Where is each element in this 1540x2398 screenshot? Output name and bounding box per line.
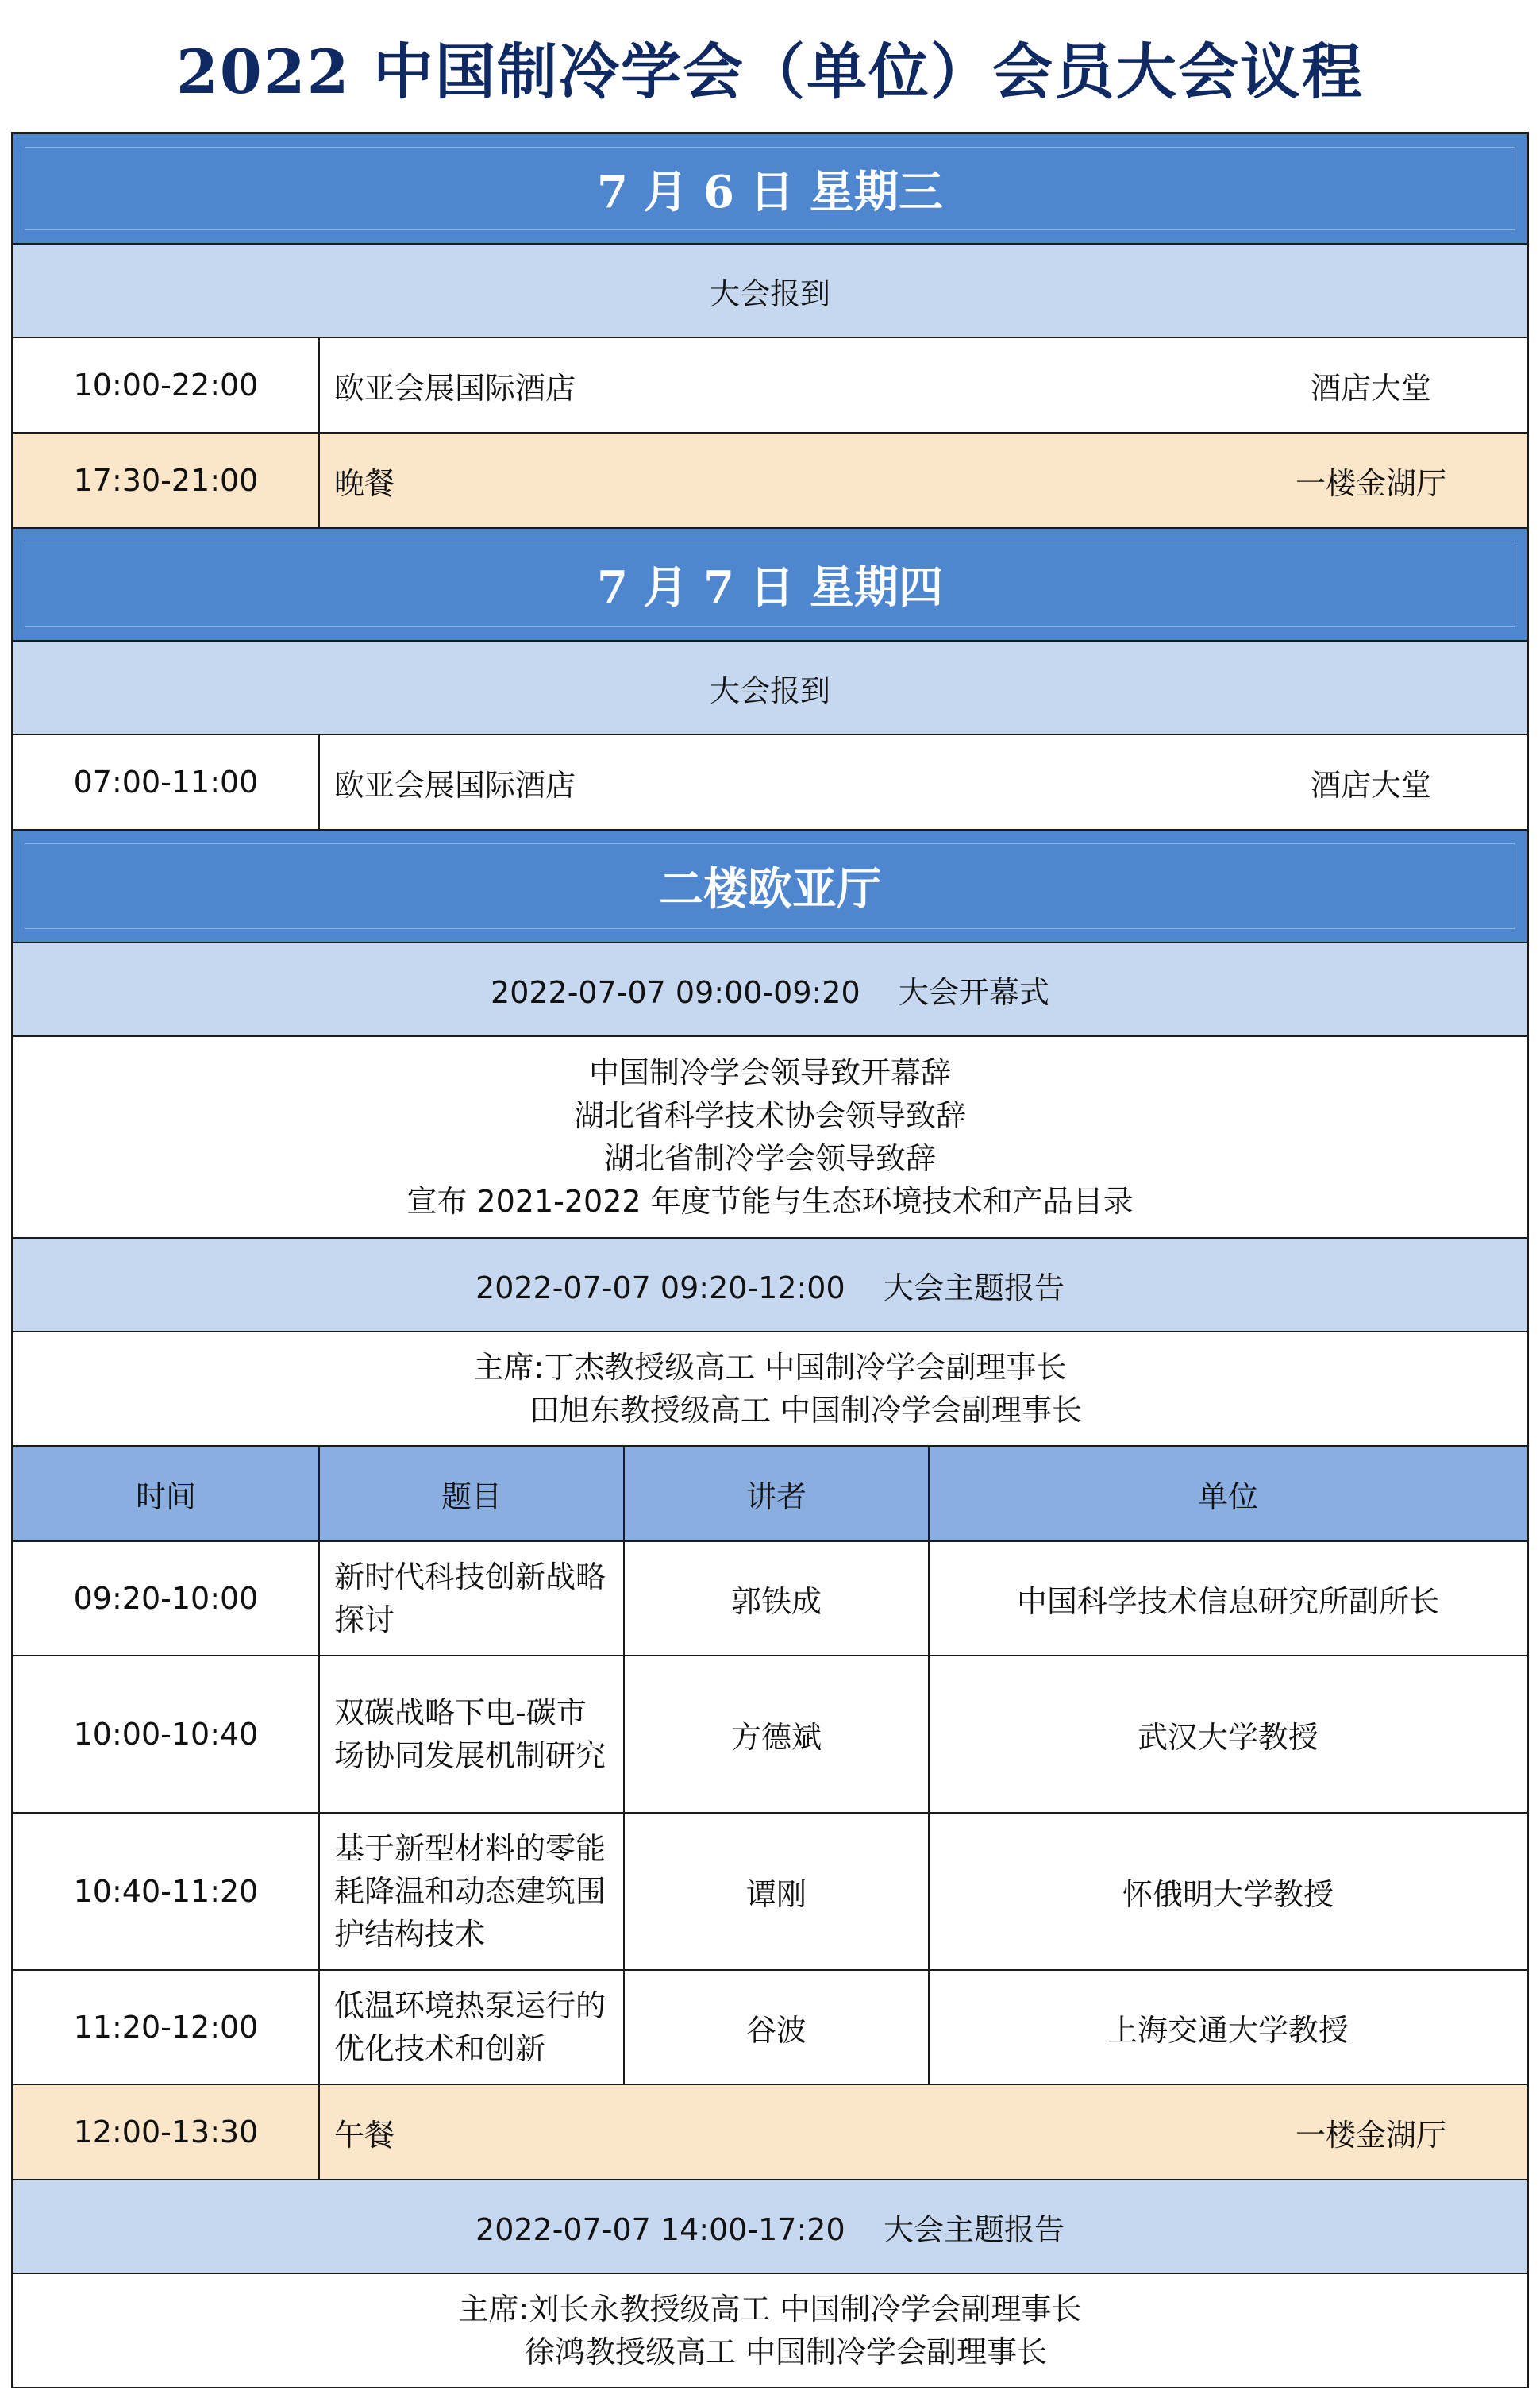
registration-header-jul-6 bbox=[13, 245, 1527, 338]
chair-line: 田旭东教授级高工 中国制冷学会副理事长 bbox=[529, 1393, 1083, 1428]
talk-row bbox=[13, 1971, 1527, 2085]
talk-speaker: 方德斌 bbox=[625, 1656, 930, 1812]
opening-line: 宣布 2021-2022 年度节能与生态环境技术和产品目录 bbox=[406, 1184, 1134, 1219]
day-header-label: 7 月 7 日 星期四 bbox=[25, 542, 1515, 627]
opening-line: 湖北省科学技术协会领导致辞 bbox=[573, 1098, 966, 1133]
item-cell: 欧亚会展国际酒店 bbox=[334, 767, 576, 803]
talk-unit: 中国科学技术信息研究所副所长 bbox=[1016, 1583, 1439, 1619]
chairs-lines bbox=[13, 2274, 1527, 2387]
place-cell: 一楼金湖厅 bbox=[1295, 465, 1446, 501]
time-cell: 10:00-22:00 bbox=[13, 338, 320, 432]
talk-time: 11:20-12:00 bbox=[13, 1971, 320, 2084]
column-header-time: 时间 bbox=[13, 1447, 320, 1540]
registration-label: 大会报到 bbox=[709, 673, 830, 708]
talk-unit: 武汉大学教授 bbox=[1137, 1719, 1319, 1755]
registration-label: 大会报到 bbox=[709, 276, 830, 311]
session-label: 2022-07-07 09:00-09:20 大会开幕式 bbox=[491, 974, 1049, 1010]
opening-line: 中国制冷学会领导致开幕辞 bbox=[588, 1055, 951, 1090]
talk-speaker: 谷波 bbox=[625, 1971, 930, 2084]
talk-topic: 基于新型材料的零能耗降温和动态建筑围护结构技术 bbox=[320, 1814, 625, 1969]
chairs-afternoon bbox=[13, 2274, 1527, 2388]
session-label: 2022-07-07 09:20-12:00 大会主题报告 bbox=[475, 1270, 1065, 1305]
session-header-afternoon bbox=[13, 2180, 1527, 2274]
time-cell: 07:00-11:00 bbox=[13, 735, 320, 829]
hall-header bbox=[13, 831, 1527, 943]
meal-row bbox=[13, 434, 1527, 529]
day-header-jul-7 bbox=[13, 529, 1527, 642]
item-cell: 晚餐 bbox=[334, 465, 395, 501]
session-header-morning bbox=[13, 1239, 1527, 1332]
talks-table-header bbox=[13, 1447, 1527, 1542]
talk-time: 09:20-10:00 bbox=[13, 1542, 320, 1655]
column-header-speaker: 讲者 bbox=[625, 1447, 930, 1540]
talk-topic: 低温环境热泵运行的优化技术和创新 bbox=[320, 1971, 625, 2084]
place-cell: 酒店大堂 bbox=[1310, 767, 1431, 803]
time-cell: 12:00-13:30 bbox=[13, 2085, 320, 2179]
item-cell: 欧亚会展国际酒店 bbox=[334, 370, 576, 406]
talk-row bbox=[13, 1656, 1527, 1814]
talk-time: 10:40-11:20 bbox=[13, 1814, 320, 1969]
chairs-lines bbox=[13, 1332, 1527, 1445]
talk-topic: 双碳战略下电-碳市场协同发展机制研究 bbox=[320, 1656, 625, 1812]
session-header-opening bbox=[13, 943, 1527, 1037]
place-cell: 酒店大堂 bbox=[1310, 370, 1431, 406]
talk-row bbox=[13, 1814, 1527, 1971]
opening-lines bbox=[13, 1037, 1527, 1237]
talk-topic: 新时代科技创新战略探讨 bbox=[320, 1542, 625, 1655]
registration-header-jul-7 bbox=[13, 642, 1527, 735]
agenda-table bbox=[11, 132, 1529, 2388]
session-label: 2022-07-07 14:00-17:20 大会主题报告 bbox=[475, 2211, 1065, 2247]
time-cell: 17:30-21:00 bbox=[13, 434, 320, 527]
talk-time: 10:00-10:40 bbox=[13, 1656, 320, 1812]
column-header-unit: 单位 bbox=[1197, 1479, 1258, 1514]
hall-header-label: 二楼欧亚厅 bbox=[25, 843, 1515, 929]
opening-content bbox=[13, 1037, 1527, 1239]
talk-unit: 怀俄明大学教授 bbox=[1122, 1876, 1334, 1912]
day-header-jul-6 bbox=[13, 132, 1527, 245]
day-header-label: 7 月 6 日 星期三 bbox=[25, 147, 1515, 230]
lunch-row bbox=[13, 2085, 1527, 2180]
chairs-morning bbox=[13, 1332, 1527, 1447]
talk-speaker: 郭铁成 bbox=[625, 1542, 930, 1655]
page-title: 2022 中国制冷学会（单位）会员大会议程 bbox=[176, 37, 1364, 107]
item-cell: 午餐 bbox=[334, 2117, 395, 2153]
schedule-row bbox=[13, 338, 1527, 434]
column-header-topic: 题目 bbox=[320, 1447, 625, 1540]
chair-line: 主席:刘长永教授级高工 中国制冷学会副理事长 bbox=[458, 2292, 1082, 2327]
opening-line: 湖北省制冷学会领导致辞 bbox=[603, 1141, 936, 1176]
schedule-row bbox=[13, 735, 1527, 831]
place-cell: 一楼金湖厅 bbox=[1295, 2117, 1446, 2153]
chair-line: 徐鸿教授级高工 中国制冷学会副理事长 bbox=[524, 2334, 1048, 2369]
talk-speaker: 谭刚 bbox=[625, 1814, 930, 1969]
chair-line: 主席:丁杰教授级高工 中国制冷学会副理事长 bbox=[473, 1350, 1067, 1385]
talk-unit: 上海交通大学教授 bbox=[1107, 2012, 1349, 2048]
talk-row bbox=[13, 1542, 1527, 1656]
